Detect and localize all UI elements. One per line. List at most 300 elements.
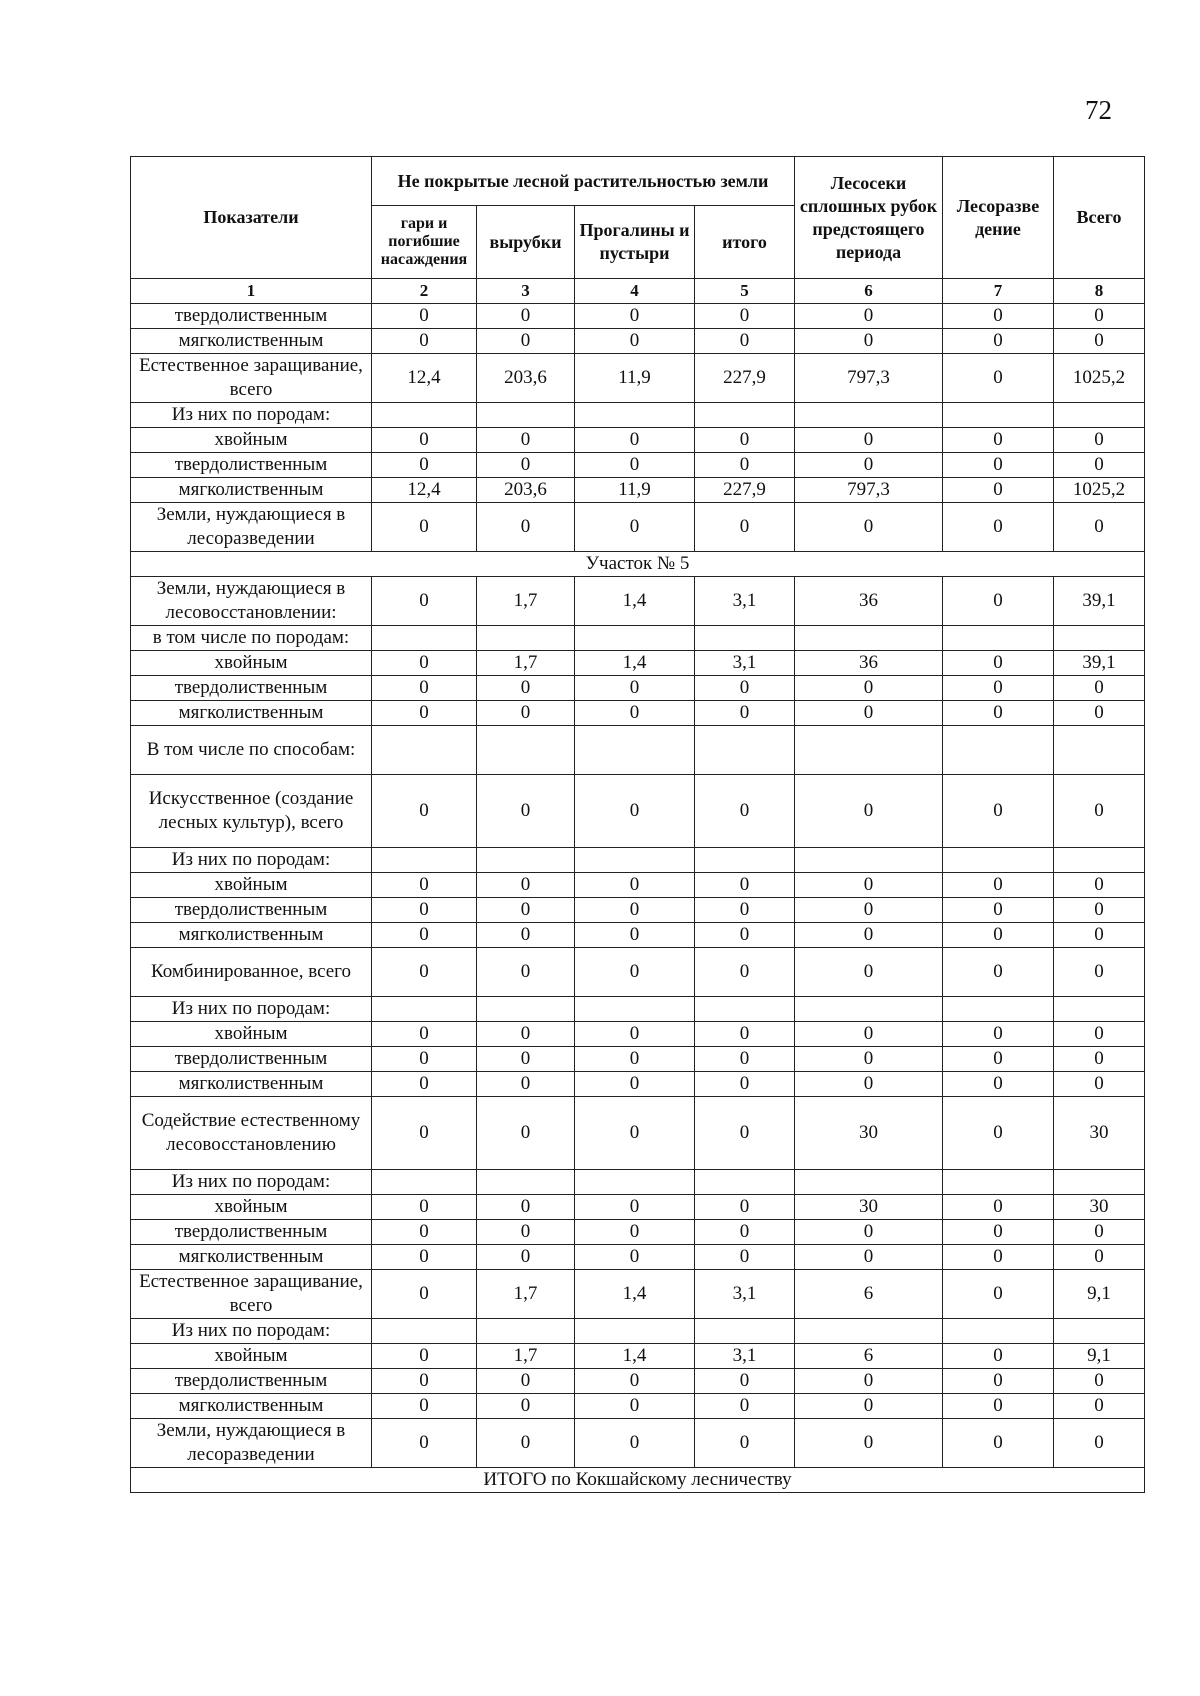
table-cell: 0 xyxy=(575,701,695,726)
table-cell: 39,1 xyxy=(1054,577,1145,626)
table-cell: 0 xyxy=(795,873,943,898)
forest-lands-table xyxy=(130,156,1145,1493)
table-cell: 1025,2 xyxy=(1054,478,1145,503)
table-cell: 1,4 xyxy=(575,577,695,626)
table-cell: 0 xyxy=(575,775,695,848)
table-cell: 0 xyxy=(477,1220,575,1245)
table-cell: 0 xyxy=(795,1220,943,1245)
table-cell: 0 xyxy=(477,1245,575,1270)
table-cell: 0 xyxy=(695,873,795,898)
table-cell xyxy=(943,1170,1054,1195)
table-cell: 0 xyxy=(477,329,575,354)
table-cell: 0 xyxy=(795,1369,943,1394)
table-cell: 797,3 xyxy=(795,354,943,403)
table-cell: 1,7 xyxy=(477,1270,575,1319)
table-row xyxy=(131,626,1145,651)
table-row xyxy=(131,997,1145,1022)
table-cell: 0 xyxy=(1054,1245,1145,1270)
table-cell: 0 xyxy=(943,577,1054,626)
table-cell xyxy=(372,626,477,651)
row-label: Из них по породам: xyxy=(131,403,372,428)
table-cell: 0 xyxy=(372,1097,477,1170)
table-row xyxy=(131,428,1145,453)
table-cell xyxy=(695,1170,795,1195)
table-cell: 36 xyxy=(795,651,943,676)
table-cell: 3,1 xyxy=(695,577,795,626)
table-cell xyxy=(575,403,695,428)
table-cell: 0 xyxy=(695,1195,795,1220)
table-cell xyxy=(477,403,575,428)
table-cell: 0 xyxy=(795,428,943,453)
row-label: Земли, нуждающиеся в лесовосстановлении: xyxy=(131,577,372,626)
table-cell: 0 xyxy=(695,503,795,552)
table-cell: 0 xyxy=(695,1220,795,1245)
row-label: Из них по породам: xyxy=(131,1319,372,1344)
section-row xyxy=(131,552,1145,577)
row-label: хвойным xyxy=(131,428,372,453)
header-uncovered-lands: Не покрытые лесной растительностью земли xyxy=(372,157,795,206)
table-cell xyxy=(795,848,943,873)
table-cell: 0 xyxy=(1054,1369,1145,1394)
table-cell xyxy=(477,1319,575,1344)
table-cell: 0 xyxy=(372,428,477,453)
table-cell: 0 xyxy=(372,701,477,726)
table-cell: 0 xyxy=(795,898,943,923)
table-cell: 0 xyxy=(795,329,943,354)
table-cell: 0 xyxy=(372,873,477,898)
table-row xyxy=(131,403,1145,428)
table-row xyxy=(131,354,1145,403)
table-cell: 0 xyxy=(1054,1220,1145,1245)
table-cell xyxy=(795,997,943,1022)
table-cell xyxy=(477,997,575,1022)
table-row xyxy=(131,1170,1145,1195)
row-label: Земли, нуждающиеся в лесоразведении xyxy=(131,1419,372,1468)
row-label: мягколиственным xyxy=(131,329,372,354)
table-cell xyxy=(795,1319,943,1344)
table-cell xyxy=(575,726,695,775)
row-label: в том числе по породам: xyxy=(131,626,372,651)
section-title: Участок № 5 xyxy=(131,552,1145,577)
table-cell: 12,4 xyxy=(372,478,477,503)
table-cell xyxy=(1054,848,1145,873)
table-cell: 0 xyxy=(477,948,575,997)
table-cell xyxy=(1054,1170,1145,1195)
table-row xyxy=(131,1195,1145,1220)
table-cell: 203,6 xyxy=(477,354,575,403)
table-cell: 0 xyxy=(372,1369,477,1394)
table-cell: 0 xyxy=(372,948,477,997)
table-cell xyxy=(795,626,943,651)
table-row xyxy=(131,726,1145,775)
table-row xyxy=(131,948,1145,997)
column-number: 3 xyxy=(477,279,575,304)
column-number: 4 xyxy=(575,279,695,304)
table-cell: 0 xyxy=(695,1072,795,1097)
table-cell: 0 xyxy=(1054,329,1145,354)
table-cell: 0 xyxy=(372,1072,477,1097)
table-cell: 0 xyxy=(943,354,1054,403)
table-cell: 0 xyxy=(575,1097,695,1170)
table-cell xyxy=(695,726,795,775)
table-row xyxy=(131,1344,1145,1369)
table-cell xyxy=(695,403,795,428)
table-row xyxy=(131,1369,1145,1394)
table-cell xyxy=(943,1319,1054,1344)
row-label: хвойным xyxy=(131,873,372,898)
table-cell: 0 xyxy=(943,1022,1054,1047)
table-cell: 0 xyxy=(372,1245,477,1270)
table-cell: 0 xyxy=(795,701,943,726)
table-cell: 0 xyxy=(795,1072,943,1097)
table-cell: 0 xyxy=(372,1047,477,1072)
table-cell: 0 xyxy=(1054,948,1145,997)
table-cell: 0 xyxy=(795,948,943,997)
table-row xyxy=(131,1245,1145,1270)
table-row xyxy=(131,453,1145,478)
table-cell: 0 xyxy=(575,1022,695,1047)
row-label: хвойным xyxy=(131,651,372,676)
table-cell: 0 xyxy=(575,1072,695,1097)
row-label: мягколиственным xyxy=(131,478,372,503)
table-cell: 203,6 xyxy=(477,478,575,503)
table-cell: 0 xyxy=(943,1245,1054,1270)
table-cell: 0 xyxy=(1054,775,1145,848)
table-cell: 0 xyxy=(695,1245,795,1270)
table-cell: 0 xyxy=(1054,503,1145,552)
table-cell: 0 xyxy=(695,428,795,453)
table-header xyxy=(131,157,1145,304)
table-cell: 0 xyxy=(372,775,477,848)
table-cell: 30 xyxy=(795,1097,943,1170)
table-cell xyxy=(695,1319,795,1344)
table-cell: 0 xyxy=(795,775,943,848)
header-burned: гари и погибшие насаждения xyxy=(372,206,477,279)
table-cell: 0 xyxy=(695,329,795,354)
table-cell xyxy=(372,997,477,1022)
table-cell xyxy=(795,403,943,428)
table-cell: 0 xyxy=(695,1097,795,1170)
table-cell: 0 xyxy=(695,1419,795,1468)
page-number: 72 xyxy=(1085,95,1112,125)
table-cell: 1,7 xyxy=(477,651,575,676)
header-cuttings: вырубки xyxy=(477,206,575,279)
table-cell: 0 xyxy=(1054,701,1145,726)
row-label: Естественное заращивание, всего xyxy=(131,354,372,403)
table-cell: 1,4 xyxy=(575,651,695,676)
table-cell: 30 xyxy=(1054,1195,1145,1220)
table-cell: 0 xyxy=(1054,873,1145,898)
table-cell: 0 xyxy=(477,1394,575,1419)
table-cell: 0 xyxy=(575,676,695,701)
table-cell: 0 xyxy=(372,898,477,923)
table-cell: 0 xyxy=(943,1369,1054,1394)
table-cell: 0 xyxy=(943,1344,1054,1369)
table-cell: 0 xyxy=(477,923,575,948)
table-cell: 0 xyxy=(575,453,695,478)
table-cell: 0 xyxy=(943,1270,1054,1319)
table-cell: 0 xyxy=(575,428,695,453)
table-row xyxy=(131,478,1145,503)
table-cell: 30 xyxy=(795,1195,943,1220)
table-cell: 227,9 xyxy=(695,354,795,403)
table-cell: 0 xyxy=(575,898,695,923)
table-cell xyxy=(1054,403,1145,428)
table-cell xyxy=(943,726,1054,775)
table-cell: 0 xyxy=(477,1419,575,1468)
table-cell: 39,1 xyxy=(1054,651,1145,676)
table-cell: 0 xyxy=(943,1394,1054,1419)
table-cell: 0 xyxy=(372,503,477,552)
table-cell: 0 xyxy=(795,1245,943,1270)
table-cell xyxy=(575,626,695,651)
table-row xyxy=(131,1022,1145,1047)
table-cell: 0 xyxy=(695,304,795,329)
table-cell: 0 xyxy=(372,923,477,948)
table-cell: 0 xyxy=(1054,1394,1145,1419)
table-cell: 0 xyxy=(1054,428,1145,453)
table-cell: 0 xyxy=(575,1195,695,1220)
table-cell xyxy=(372,848,477,873)
row-label: твердолиственным xyxy=(131,1220,372,1245)
table-cell: 0 xyxy=(943,923,1054,948)
header-afforestation: Лесоразве дение xyxy=(943,157,1054,279)
table-cell: 0 xyxy=(575,1369,695,1394)
table-cell: 0 xyxy=(795,1394,943,1419)
table-cell xyxy=(477,1170,575,1195)
table-cell: 0 xyxy=(943,1072,1054,1097)
table-cell: 0 xyxy=(943,329,1054,354)
table-cell: 0 xyxy=(477,503,575,552)
table-cell: 0 xyxy=(695,948,795,997)
table-row xyxy=(131,701,1145,726)
table-row xyxy=(131,304,1145,329)
header-indicators: Показатели xyxy=(131,157,372,279)
header-glades: Прогалины и пустыри xyxy=(575,206,695,279)
table-cell: 0 xyxy=(695,898,795,923)
row-label: твердолиственным xyxy=(131,1047,372,1072)
table-cell: 0 xyxy=(575,873,695,898)
table-cell: 0 xyxy=(477,1195,575,1220)
column-number: 6 xyxy=(795,279,943,304)
table-cell: 0 xyxy=(695,701,795,726)
table-cell: 0 xyxy=(372,1419,477,1468)
row-label: Комбинированное, всего xyxy=(131,948,372,997)
table-cell: 0 xyxy=(943,1047,1054,1072)
table-cell: 0 xyxy=(943,1220,1054,1245)
table-cell: 0 xyxy=(943,1419,1054,1468)
table-cell: 1,4 xyxy=(575,1344,695,1369)
row-label: Земли, нуждающиеся в лесоразведении xyxy=(131,503,372,552)
table-cell: 1,4 xyxy=(575,1270,695,1319)
table-cell: 0 xyxy=(695,676,795,701)
row-label: хвойным xyxy=(131,1022,372,1047)
table-cell xyxy=(1054,997,1145,1022)
header-cutting-areas: Лесосеки сплошных рубок предстоящего периода xyxy=(795,157,943,279)
table-cell: 0 xyxy=(372,304,477,329)
table-cell: 0 xyxy=(575,1245,695,1270)
row-label: Искусственное (создание лесных культур), всего xyxy=(131,775,372,848)
table-cell xyxy=(695,848,795,873)
table-cell xyxy=(477,726,575,775)
table-cell: 0 xyxy=(372,676,477,701)
table-row xyxy=(131,898,1145,923)
table-cell: 0 xyxy=(1054,304,1145,329)
table-cell: 0 xyxy=(795,503,943,552)
table-row xyxy=(131,1097,1145,1170)
table-cell: 0 xyxy=(943,873,1054,898)
table-cell: 36 xyxy=(795,577,943,626)
table-cell: 0 xyxy=(575,329,695,354)
table-cell: 0 xyxy=(477,1022,575,1047)
table-cell: 11,9 xyxy=(575,354,695,403)
row-label: Из них по породам: xyxy=(131,1170,372,1195)
table-cell xyxy=(575,848,695,873)
row-label: Естественное заращивание, всего xyxy=(131,1270,372,1319)
table-cell: 0 xyxy=(1054,1419,1145,1468)
table-cell: 0 xyxy=(943,701,1054,726)
table-row xyxy=(131,577,1145,626)
table-cell: 0 xyxy=(1054,1072,1145,1097)
table-cell: 0 xyxy=(795,1419,943,1468)
table-cell: 3,1 xyxy=(695,651,795,676)
table-cell: 0 xyxy=(695,1022,795,1047)
table-row xyxy=(131,1319,1145,1344)
table-row xyxy=(131,1220,1145,1245)
row-label: твердолиственным xyxy=(131,1369,372,1394)
table-row xyxy=(131,848,1145,873)
table-cell xyxy=(372,1170,477,1195)
table-cell: 0 xyxy=(1054,1022,1145,1047)
table-cell: 0 xyxy=(372,329,477,354)
table-cell: 0 xyxy=(575,304,695,329)
table-cell xyxy=(1054,726,1145,775)
table-cell: 3,1 xyxy=(695,1270,795,1319)
table-cell: 6 xyxy=(795,1270,943,1319)
table-cell: 0 xyxy=(795,1047,943,1072)
table-cell: 0 xyxy=(695,1394,795,1419)
table-cell: 11,9 xyxy=(575,478,695,503)
table-cell: 0 xyxy=(795,453,943,478)
table-cell: 0 xyxy=(477,898,575,923)
section-row xyxy=(131,1468,1145,1493)
table-cell xyxy=(372,403,477,428)
table-cell: 0 xyxy=(943,428,1054,453)
table-cell: 0 xyxy=(1054,676,1145,701)
table-cell: 1,7 xyxy=(477,577,575,626)
table-cell: 0 xyxy=(575,948,695,997)
table-cell: 0 xyxy=(477,428,575,453)
table-cell: 0 xyxy=(477,701,575,726)
table-row xyxy=(131,923,1145,948)
row-label: мягколиственным xyxy=(131,1394,372,1419)
table-cell: 12,4 xyxy=(372,354,477,403)
row-label: мягколиственным xyxy=(131,1072,372,1097)
table-cell xyxy=(795,726,943,775)
row-label: В том числе по способам: xyxy=(131,726,372,775)
table-cell: 0 xyxy=(695,1369,795,1394)
table-cell: 0 xyxy=(1054,898,1145,923)
table-cell: 0 xyxy=(372,453,477,478)
table-row xyxy=(131,1047,1145,1072)
table-row xyxy=(131,1072,1145,1097)
table-row xyxy=(131,873,1145,898)
table-row xyxy=(131,329,1145,354)
table-cell: 0 xyxy=(695,923,795,948)
table-cell: 0 xyxy=(943,478,1054,503)
table-cell xyxy=(943,626,1054,651)
table-cell xyxy=(477,626,575,651)
table-cell xyxy=(575,1319,695,1344)
table-cell xyxy=(943,403,1054,428)
table-cell: 0 xyxy=(372,1270,477,1319)
table-cell xyxy=(795,1170,943,1195)
table-cell: 0 xyxy=(943,651,1054,676)
row-label: мягколиственным xyxy=(131,923,372,948)
table-row xyxy=(131,775,1145,848)
table-body xyxy=(131,304,1145,1493)
table-cell xyxy=(943,997,1054,1022)
table-cell: 0 xyxy=(477,676,575,701)
table-cell: 0 xyxy=(943,676,1054,701)
table-cell: 0 xyxy=(477,1097,575,1170)
table-cell: 0 xyxy=(372,1195,477,1220)
table-cell: 0 xyxy=(1054,453,1145,478)
table-row xyxy=(131,503,1145,552)
row-label: Содействие естественному лесовосстановлению xyxy=(131,1097,372,1170)
table-cell: 0 xyxy=(477,304,575,329)
table-row xyxy=(131,1394,1145,1419)
table-cell xyxy=(372,726,477,775)
table-cell: 0 xyxy=(575,923,695,948)
table-cell: 0 xyxy=(943,898,1054,923)
table-cell: 9,1 xyxy=(1054,1344,1145,1369)
table-row xyxy=(131,1419,1145,1468)
table-cell: 0 xyxy=(795,923,943,948)
table-cell: 0 xyxy=(372,1022,477,1047)
table-cell: 30 xyxy=(1054,1097,1145,1170)
table-cell: 0 xyxy=(943,1097,1054,1170)
table-cell: 227,9 xyxy=(695,478,795,503)
row-label: Из них по породам: xyxy=(131,848,372,873)
table-cell: 0 xyxy=(575,1047,695,1072)
table-cell: 0 xyxy=(695,1047,795,1072)
table-cell: 0 xyxy=(477,1369,575,1394)
table-cell xyxy=(1054,626,1145,651)
table-cell xyxy=(575,1170,695,1195)
table-cell: 9,1 xyxy=(1054,1270,1145,1319)
row-label: Из них по породам: xyxy=(131,997,372,1022)
row-label: твердолиственным xyxy=(131,898,372,923)
table-cell: 0 xyxy=(477,873,575,898)
column-number: 5 xyxy=(695,279,795,304)
table-cell: 0 xyxy=(943,775,1054,848)
table-cell: 0 xyxy=(695,453,795,478)
table-cell: 797,3 xyxy=(795,478,943,503)
table-cell xyxy=(1054,1319,1145,1344)
row-label: мягколиственным xyxy=(131,1245,372,1270)
table-cell xyxy=(477,848,575,873)
table-cell: 0 xyxy=(943,453,1054,478)
row-label: твердолиственным xyxy=(131,453,372,478)
table-cell: 6 xyxy=(795,1344,943,1369)
row-label: хвойным xyxy=(131,1195,372,1220)
row-label: хвойным xyxy=(131,1344,372,1369)
table-row xyxy=(131,676,1145,701)
column-number: 7 xyxy=(943,279,1054,304)
table-cell: 1025,2 xyxy=(1054,354,1145,403)
table-cell: 0 xyxy=(795,304,943,329)
